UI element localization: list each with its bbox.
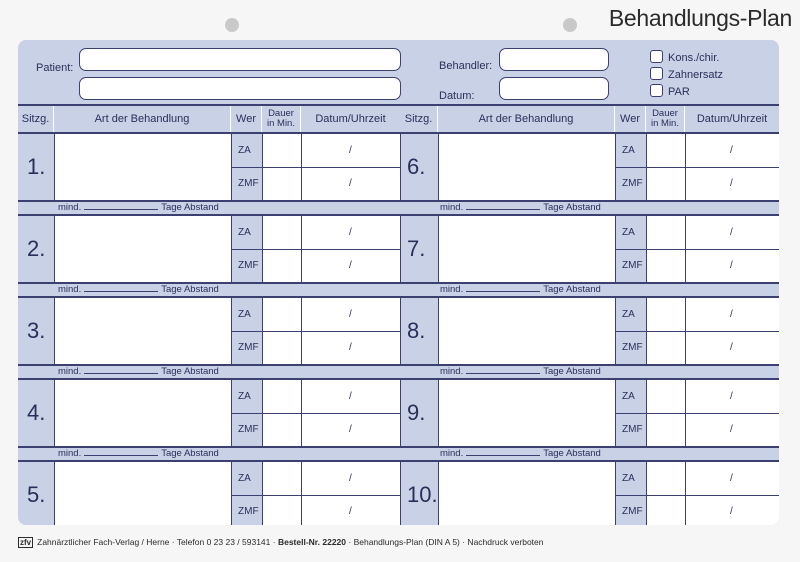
row-top-line [18, 460, 779, 462]
treatment-field[interactable] [54, 380, 231, 446]
header-datum-left: Datum/Uhrzeit [315, 113, 386, 125]
session-number: 3. [27, 318, 46, 343]
days-input-line[interactable] [466, 283, 540, 292]
min-interval-note [58, 447, 219, 459]
wer-za: ZA [622, 145, 635, 156]
header-art-left: Art der Behandlung [54, 106, 231, 132]
gap-days-label: Tage Abstand [161, 202, 219, 213]
patient-label: Patient: [36, 62, 74, 74]
header-dauer-line2: in Min. [267, 118, 295, 129]
treatment-plan-form [18, 40, 779, 525]
date-slash: / [349, 309, 352, 320]
wer-zmf: ZMF [622, 506, 643, 517]
row-mid-divider [615, 413, 779, 414]
date-slash: / [730, 506, 733, 517]
patient-field-1[interactable] [79, 48, 401, 71]
session-number: 7. [407, 236, 426, 261]
footer-publisher: Zahnärztlicher Fach-Verlag / Herne · Telefon 0 23 23 / 593141 · [37, 537, 276, 547]
wer-za: ZA [238, 227, 251, 238]
session-number: 1. [27, 154, 46, 179]
column-divider [685, 462, 686, 525]
wer-zmf: ZMF [238, 178, 259, 189]
wer-za: ZA [622, 391, 635, 402]
row-top-line [18, 214, 779, 216]
date-slash: / [349, 473, 352, 484]
row-bottom-line [18, 200, 779, 202]
header-dauer-line1: Dauer [652, 108, 678, 119]
min-interval-note [440, 365, 601, 377]
days-input-line[interactable] [466, 201, 540, 210]
wer-za: ZA [622, 227, 635, 238]
days-input-line[interactable] [84, 447, 158, 456]
column-divider [438, 380, 439, 446]
column-divider [262, 462, 263, 525]
date-slash: / [730, 342, 733, 353]
gap-mind-label: mind. [58, 202, 82, 213]
date-slash: / [349, 391, 352, 402]
header-wer-left: Wer [231, 106, 262, 132]
days-input-line[interactable] [84, 201, 158, 210]
treatment-field[interactable] [54, 216, 231, 282]
half-divider [400, 298, 401, 364]
gap-days-label: Tage Abstand [161, 448, 219, 459]
footer-imprint [18, 537, 544, 548]
treatment-field[interactable] [54, 298, 231, 364]
wer-zmf: ZMF [238, 342, 259, 353]
half-divider [400, 134, 401, 200]
gap-mind-label: mind. [58, 448, 82, 459]
column-divider [438, 298, 439, 364]
duration-field[interactable] [646, 462, 685, 525]
gap-days-label: Tage Abstand [161, 284, 219, 295]
days-input-line[interactable] [84, 283, 158, 292]
punch-hole-right [563, 18, 577, 32]
header-sitzg-right: Sitzg. [400, 106, 438, 132]
column-divider [438, 134, 439, 200]
gap-mind-label: mind. [440, 366, 464, 377]
option-par: PAR [668, 86, 690, 98]
wer-zmf: ZMF [622, 260, 643, 271]
session-number: 8. [407, 318, 426, 343]
header-wer-right: Wer [615, 106, 646, 132]
row-top-line [18, 378, 779, 380]
date-slash: / [730, 178, 733, 189]
row-mid-divider [615, 167, 779, 168]
gap-days-label: Tage Abstand [161, 366, 219, 377]
wer-zmf: ZMF [622, 178, 643, 189]
treatment-field[interactable] [54, 462, 231, 525]
wer-zmf: ZMF [622, 424, 643, 435]
column-divider [438, 216, 439, 282]
row-mid-divider [231, 249, 400, 250]
header-art-right: Art der Behandlung [438, 106, 615, 132]
datum-label: Datum: [439, 90, 475, 102]
wer-zmf: ZMF [622, 342, 643, 353]
date-slash: / [349, 178, 352, 189]
footer-order-number: Bestell-Nr. 22220 [277, 537, 346, 547]
date-slash: / [730, 227, 733, 238]
option-kons-chir: Kons./chir. [668, 52, 720, 64]
min-interval-note [58, 365, 219, 377]
checkbox-kons-chir[interactable] [650, 50, 663, 63]
column-divider [646, 462, 647, 525]
checkbox-par[interactable] [650, 84, 663, 97]
wer-za: ZA [238, 391, 251, 402]
wer-za: ZA [238, 309, 251, 320]
date-slash: / [349, 342, 352, 353]
days-input-line[interactable] [466, 447, 540, 456]
date-slash: / [349, 227, 352, 238]
column-divider [438, 462, 439, 525]
gap-days-label: Tage Abstand [543, 202, 601, 213]
footer-rest: · Behandlungs-Plan (DIN A 5) · Nachdruck verboten [348, 537, 544, 547]
column-divider [231, 462, 232, 525]
gap-days-label: Tage Abstand [543, 448, 601, 459]
behandler-field[interactable] [499, 48, 609, 71]
row-top-line [18, 296, 779, 298]
min-interval-note [440, 201, 601, 213]
header-dauer-line1: Dauer [268, 108, 294, 119]
header-dauer-line2: in Min. [651, 118, 679, 129]
column-divider [54, 216, 55, 282]
checkbox-zahnersatz[interactable] [650, 67, 663, 80]
session-number: 9. [407, 400, 426, 425]
half-divider [400, 462, 401, 525]
header-dauer-right [646, 106, 685, 132]
treatment-field[interactable] [438, 298, 615, 364]
punch-hole-left [225, 18, 239, 32]
row-top-line [18, 132, 779, 134]
date-slash: / [349, 424, 352, 435]
session-number: 6. [407, 154, 426, 179]
column-divider [54, 134, 55, 200]
wer-zmf: ZMF [238, 424, 259, 435]
session-number: 5. [27, 482, 46, 507]
date-slash: / [349, 145, 352, 156]
wer-za: ZA [238, 145, 251, 156]
column-divider [54, 380, 55, 446]
header-datum-right: Datum/Uhrzeit [696, 113, 768, 125]
wer-za: ZA [622, 473, 635, 484]
date-slash: / [730, 260, 733, 271]
date-slash: / [349, 260, 352, 271]
row-mid-divider [615, 495, 779, 496]
wer-za: ZA [622, 309, 635, 320]
treatment-field[interactable] [54, 134, 231, 200]
row-bottom-line [18, 446, 779, 448]
row-mid-divider [615, 249, 779, 250]
row-mid-divider [615, 331, 779, 332]
date-slash: / [730, 424, 733, 435]
column-divider [54, 298, 55, 364]
row-mid-divider [231, 495, 400, 496]
date-slash: / [349, 506, 352, 517]
treatment-field[interactable] [438, 216, 615, 282]
wer-za: ZA [238, 473, 251, 484]
days-input-line[interactable] [466, 365, 540, 374]
min-interval-note [440, 447, 601, 459]
date-slash: / [730, 391, 733, 402]
min-interval-note [58, 283, 219, 295]
gap-days-label: Tage Abstand [543, 284, 601, 295]
date-slash: / [730, 473, 733, 484]
header-dauer-left [262, 106, 301, 132]
half-divider [400, 216, 401, 282]
behandler-label: Behandler: [439, 60, 493, 72]
session-number: 2. [27, 236, 46, 261]
row-bottom-line [18, 364, 779, 366]
date-slash: / [730, 309, 733, 320]
min-interval-note [440, 283, 601, 295]
column-divider [54, 462, 55, 525]
gap-days-label: Tage Abstand [543, 366, 601, 377]
row-mid-divider [231, 167, 400, 168]
column-divider [615, 462, 616, 525]
session-number: 4. [27, 400, 46, 425]
datum-field[interactable] [499, 77, 609, 100]
row-mid-divider [231, 413, 400, 414]
date-slash: / [730, 145, 733, 156]
patient-field-2[interactable] [79, 77, 401, 100]
row-bottom-line [18, 282, 779, 284]
column-divider [301, 462, 302, 525]
gap-mind-label: mind. [58, 366, 82, 377]
gap-mind-label: mind. [440, 202, 464, 213]
gap-mind-label: mind. [440, 284, 464, 295]
wer-zmf: ZMF [238, 506, 259, 517]
treatment-field[interactable] [438, 134, 615, 200]
gap-mind-label: mind. [440, 448, 464, 459]
session-number: 10. [407, 482, 438, 507]
row-mid-divider [231, 331, 400, 332]
option-zahnersatz: Zahnersatz [668, 69, 724, 81]
treatment-field[interactable] [438, 462, 615, 525]
header-sitzg-left: Sitzg. [18, 106, 54, 132]
treatment-field[interactable] [438, 380, 615, 446]
publisher-logo: zfv [20, 538, 32, 547]
half-divider [400, 380, 401, 446]
gap-mind-label: mind. [58, 284, 82, 295]
days-input-line[interactable] [84, 365, 158, 374]
page-title: Behandlungs-Plan [608, 5, 792, 31]
wer-zmf: ZMF [238, 260, 259, 271]
min-interval-note [58, 201, 219, 213]
duration-field[interactable] [262, 462, 301, 525]
